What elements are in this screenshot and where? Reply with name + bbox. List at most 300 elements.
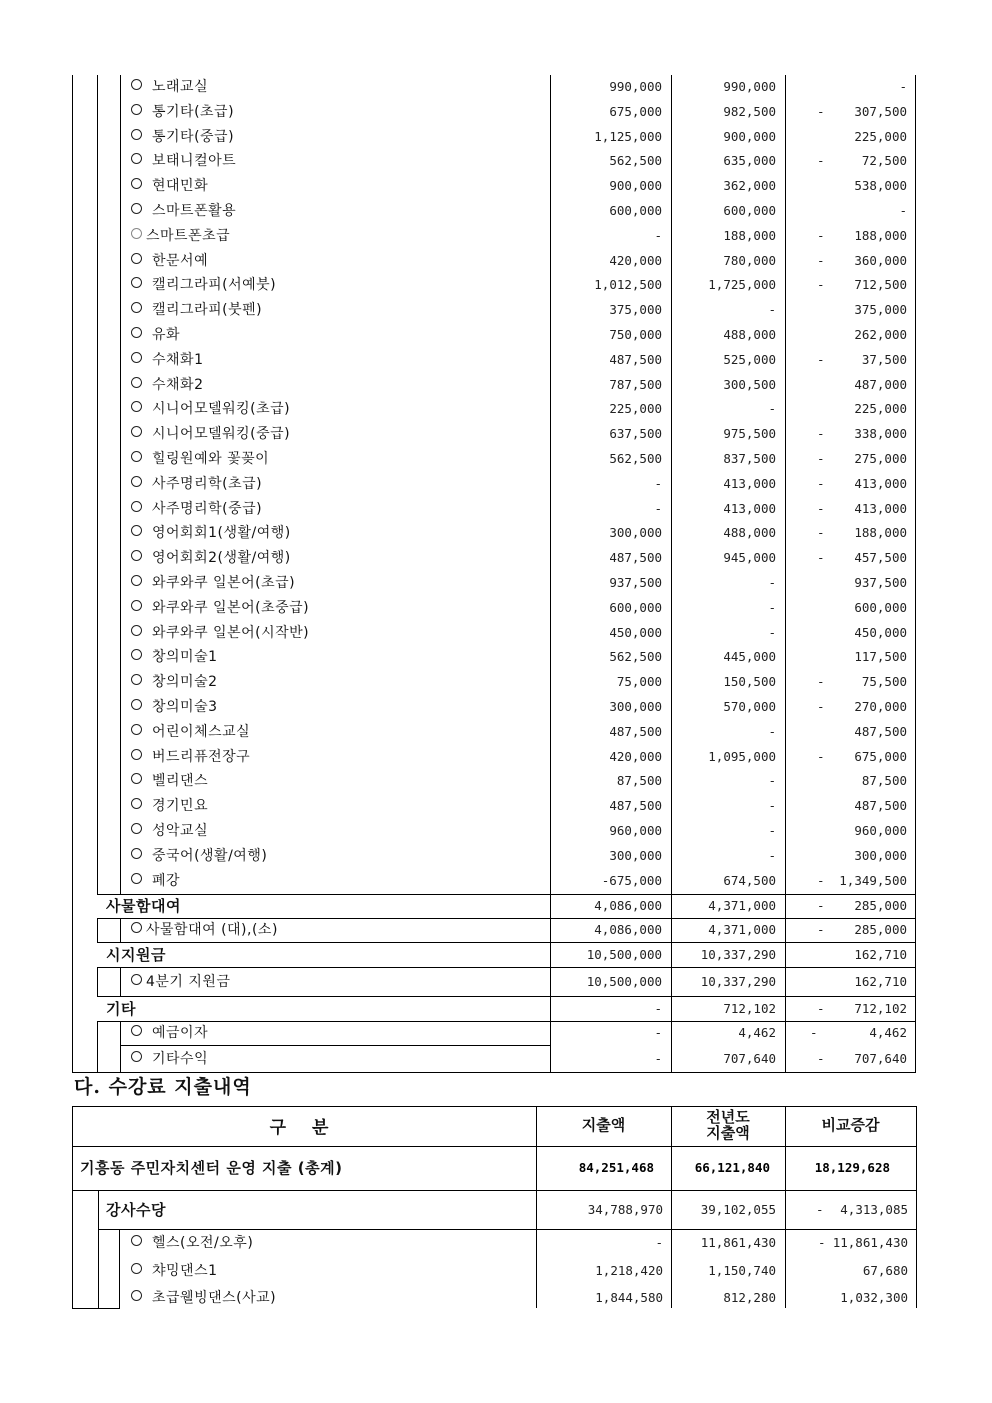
circle-bullet-icon [131, 699, 142, 710]
row-label [131, 227, 230, 245]
row-label [131, 1050, 208, 1068]
negative-sign: - [817, 252, 825, 268]
previous-amount: 712,102 [723, 1000, 776, 1016]
circle-bullet-icon [131, 974, 142, 985]
total-current: 84,251,468 [578, 1160, 654, 1175]
diff-amount: 67,680 [862, 1262, 908, 1278]
diff-amount: 72,500 [861, 153, 907, 169]
diff-amount: 712,102 [854, 1000, 907, 1016]
table-border [671, 1106, 672, 1308]
row-label [131, 202, 236, 220]
table-border [97, 918, 916, 919]
row-label [131, 921, 278, 939]
current-amount: - [654, 227, 662, 243]
previous-amount: 780,000 [723, 252, 776, 268]
previous-amount: 600,000 [723, 203, 776, 218]
previous-amount: 362,000 [723, 178, 776, 194]
current-amount: 225,000 [609, 401, 662, 417]
label-text: 기흥동 주민자치센터 운영 지출 (총계) [80, 1159, 343, 1177]
circle-bullet-icon [131, 798, 142, 809]
circle-bullet-icon [131, 848, 142, 859]
row-label [131, 103, 234, 121]
label-text: 사물함대여 (대),(소) [146, 922, 278, 938]
diff-amount: 37,500 [861, 351, 907, 367]
negative-sign: - [817, 1000, 825, 1016]
previous-amount: 1,150,740 [708, 1262, 776, 1278]
diff-amount: 1,349,500 [839, 872, 907, 888]
label-text: 기타 [106, 999, 136, 1018]
row-label [131, 748, 250, 766]
current-amount: 562,500 [609, 649, 662, 665]
row-label [131, 723, 250, 741]
label-text: 보태니컬아트 [152, 153, 237, 170]
table-border [72, 1146, 917, 1147]
diff-amount: 4,462 [869, 1025, 907, 1040]
negative-sign: - [817, 227, 825, 243]
negative-sign: - [817, 922, 825, 937]
circle-bullet-icon [131, 1025, 142, 1036]
circle-bullet-icon [131, 277, 142, 288]
current-amount: - [654, 1050, 662, 1066]
table-border [72, 1106, 917, 1107]
negative-sign: - [817, 103, 825, 119]
circle-bullet-icon [131, 1263, 142, 1274]
current-amount: - [654, 1000, 662, 1016]
diff-amount: 487,000 [854, 376, 907, 392]
label-text: 중국어(생활/여행) [152, 847, 268, 864]
previous-amount: 4,462 [738, 1025, 776, 1040]
previous-amount: 488,000 [723, 525, 776, 541]
table-border [916, 1106, 917, 1308]
negative-sign: - [817, 277, 825, 293]
previous-amount: - [768, 847, 776, 863]
table-border [120, 967, 121, 996]
current-amount: 10,500,000 [586, 973, 662, 989]
table-border [97, 894, 916, 895]
header-category: 구 분 [269, 1118, 339, 1138]
table-border [550, 75, 551, 1072]
current-amount: 990,000 [609, 79, 662, 94]
table-border [97, 942, 916, 943]
circle-bullet-icon [131, 600, 142, 611]
row-label [131, 574, 295, 592]
header-diff: 비교증감 [821, 1116, 880, 1134]
previous-amount: 4,371,000 [708, 922, 776, 937]
label-text: 현대민화 [152, 178, 209, 195]
row-label [131, 500, 262, 518]
previous-amount: 10,337,290 [700, 973, 776, 989]
row-label [131, 1024, 208, 1042]
row-label [131, 648, 218, 666]
row-label [131, 797, 208, 815]
label-text: 수채화2 [152, 376, 204, 393]
previous-amount: 413,000 [723, 500, 776, 516]
circle-bullet-icon [131, 104, 142, 115]
current-amount: 562,500 [609, 451, 662, 466]
row-label [131, 549, 291, 567]
total-previous: 66,121,840 [694, 1160, 770, 1175]
diff-amount: 162,710 [854, 946, 907, 962]
section-heading: 다. 수강료 지출내역 [74, 1076, 252, 1098]
previous-amount: 812,280 [723, 1290, 776, 1305]
current-amount: 937,500 [609, 575, 662, 590]
row-label [131, 177, 208, 195]
label-text: 한문서예 [152, 252, 209, 269]
negative-sign: - [817, 550, 825, 566]
row-label [131, 847, 267, 865]
previous-amount: 570,000 [723, 699, 776, 714]
negative-sign: - [817, 898, 825, 913]
row-label [106, 897, 181, 915]
circle-bullet-icon [131, 476, 142, 487]
current-amount: 787,500 [609, 376, 662, 392]
diff-amount: 487,500 [854, 723, 907, 739]
label-text: 시니어모델워킹(중급) [152, 426, 291, 443]
current-amount: 420,000 [609, 252, 662, 268]
row-label [131, 252, 208, 270]
label-text: 창의미술1 [152, 649, 218, 666]
header-expense: 지출액 [581, 1116, 626, 1134]
label-text: 힐링원예와 꽃꽂이 [152, 451, 270, 467]
circle-bullet-icon [131, 129, 142, 140]
label-text: 창의미술2 [152, 674, 218, 691]
table-border [72, 75, 73, 1072]
diff-amount: 600,000 [854, 599, 907, 615]
current-amount: 487,500 [609, 351, 662, 367]
table-border [671, 75, 672, 1072]
previous-amount: 674,500 [723, 872, 776, 888]
table-border [72, 1190, 917, 1191]
negative-sign: - [817, 525, 825, 541]
label-text: 영어회회2(생활/여행) [152, 550, 291, 567]
row-label [131, 673, 218, 691]
total-diff: 18,129,628 [814, 1160, 890, 1175]
label-text: 와쿠와쿠 일본어(초중급) [152, 599, 310, 616]
previous-amount: - [768, 401, 776, 417]
previous-amount: 1,725,000 [708, 277, 776, 293]
table-border [72, 1106, 73, 1308]
negative-sign: - [817, 475, 825, 491]
diff-amount: 87,500 [861, 773, 907, 789]
row-label [131, 973, 230, 991]
diff-amount: 300,000 [854, 847, 907, 863]
circle-bullet-icon [131, 649, 142, 660]
circle-bullet-icon [131, 823, 142, 834]
label-text: 창의미술3 [152, 699, 218, 715]
row-label [131, 450, 269, 468]
label-text: 초급웰빙댄스(사교) [152, 1290, 277, 1306]
label-text: 예금이자 [152, 1025, 209, 1041]
current-amount: 750,000 [609, 327, 662, 342]
negative-sign: - [810, 1025, 818, 1040]
current-amount: 420,000 [609, 748, 662, 764]
table-border [785, 1106, 786, 1308]
table-border [97, 918, 98, 942]
label-text: 시지원금 [106, 945, 166, 964]
diff-amount: 712,500 [854, 277, 907, 293]
current-amount: 900,000 [609, 178, 662, 194]
row-label [131, 1262, 218, 1280]
label-text: 유화 [152, 327, 181, 343]
current-amount: 10,500,000 [586, 946, 662, 962]
table-border [915, 75, 916, 1072]
diff-amount: 360,000 [854, 252, 907, 268]
circle-bullet-icon [131, 451, 142, 462]
table-border [119, 1229, 120, 1308]
label-text: 사물함대여 [106, 897, 181, 915]
row-label [131, 78, 208, 96]
table-border [98, 1190, 99, 1308]
diff-amount: 162,710 [854, 973, 907, 989]
previous-amount: - [768, 723, 776, 739]
current-amount: 600,000 [609, 599, 662, 615]
negative-sign: - [817, 426, 825, 442]
circle-bullet-icon [131, 401, 142, 412]
row-label [131, 1289, 276, 1307]
previous-amount: 837,500 [723, 451, 776, 466]
label-text: 통기타(초급) [152, 103, 235, 120]
diff-amount: 275,000 [854, 451, 907, 466]
row-label [131, 524, 291, 542]
current-amount: - [654, 1025, 662, 1040]
circle-bullet-icon [131, 724, 142, 735]
label-text: 챠밍댄스1 [152, 1262, 218, 1279]
current-amount: 75,000 [616, 674, 662, 690]
current-amount: 562,500 [609, 153, 662, 169]
previous-amount: 10,337,290 [700, 946, 776, 962]
negative-sign: - [817, 351, 825, 367]
row-label [131, 772, 208, 790]
previous-amount: 4,371,000 [708, 898, 776, 913]
negative-sign: - [817, 748, 825, 764]
negative-sign: - [817, 500, 825, 516]
circle-bullet-icon [131, 377, 142, 388]
label-text: 통기타(중급) [152, 128, 235, 145]
current-amount: 487,500 [609, 798, 662, 814]
circle-bullet-icon [131, 501, 142, 512]
diff-amount: 450,000 [854, 624, 907, 640]
previous-amount: - [768, 798, 776, 814]
diff-amount: 937,500 [854, 575, 907, 590]
current-amount: 1,844,580 [595, 1290, 663, 1305]
previous-amount: 300,500 [723, 376, 776, 392]
previous-amount: 900,000 [723, 128, 776, 144]
current-amount: 487,500 [609, 550, 662, 566]
circle-bullet-icon [131, 749, 142, 760]
label-text: 버드리퓨전장구 [152, 748, 251, 765]
header-prev-line2: 지출액 [706, 1124, 750, 1142]
label-text: 4분기 지원금 [146, 973, 231, 990]
diff-amount: 413,000 [854, 500, 907, 516]
current-amount: - [654, 500, 662, 516]
current-amount: 1,218,420 [595, 1262, 663, 1278]
diff-amount: 487,500 [854, 798, 907, 814]
label-text: 캘리그라피(붓펜) [152, 302, 263, 319]
circle-bullet-icon [131, 253, 142, 264]
current-amount: 487,500 [609, 723, 662, 739]
current-amount: 4,086,000 [594, 922, 662, 937]
circle-bullet-icon [131, 1235, 142, 1246]
row-label [106, 946, 166, 964]
circle-bullet-icon [131, 228, 142, 239]
previous-amount: 975,500 [723, 426, 776, 442]
previous-amount: 945,000 [723, 550, 776, 566]
current-amount: 34,788,970 [587, 1202, 663, 1217]
diff-amount: 538,000 [854, 178, 907, 194]
table-border [98, 1229, 917, 1230]
row-label [131, 326, 180, 344]
diff-amount: 457,500 [854, 550, 907, 566]
diff-amount: 413,000 [854, 475, 907, 491]
row-label [131, 822, 208, 840]
previous-amount: 635,000 [723, 153, 776, 169]
row-label [131, 351, 203, 369]
diff-amount: 960,000 [854, 823, 907, 838]
table-border [97, 967, 916, 968]
previous-amount: - [768, 773, 776, 789]
negative-sign: - [817, 451, 825, 466]
diff-amount: - [899, 79, 907, 94]
row-label [131, 376, 203, 394]
diff-amount: 707,640 [854, 1050, 907, 1066]
row-label [131, 624, 309, 642]
circle-bullet-icon [131, 153, 142, 164]
circle-bullet-icon [131, 352, 142, 363]
row-label [131, 698, 218, 716]
label-text: 폐강 [152, 872, 181, 889]
current-amount: 675,000 [609, 103, 662, 119]
row-label [131, 128, 234, 146]
label-text: 어린이체스교실 [152, 723, 251, 740]
circle-bullet-icon [131, 550, 142, 561]
label-text: 성악교실 [152, 823, 209, 839]
label-text: 와쿠와쿠 일본어(시작반) [152, 624, 310, 641]
label-text: 사주명리학(중급) [152, 500, 263, 517]
circle-bullet-icon [131, 178, 142, 189]
previous-amount: 445,000 [723, 649, 776, 665]
negative-sign: - [816, 1202, 824, 1217]
circle-bullet-icon [131, 1051, 142, 1062]
current-amount: -675,000 [601, 872, 662, 888]
diff-amount: 4,313,085 [840, 1202, 908, 1217]
table-border [97, 996, 916, 997]
label-text: 수채화1 [152, 351, 204, 368]
previous-amount: - [768, 823, 776, 838]
previous-amount: 11,861,430 [700, 1235, 776, 1250]
current-amount: 87,500 [616, 773, 662, 789]
previous-amount: - [768, 624, 776, 640]
row-label [131, 400, 290, 418]
current-amount: 1,012,500 [594, 277, 662, 293]
previous-amount: 707,640 [723, 1050, 776, 1066]
total-label [80, 1159, 342, 1177]
table-border [120, 1021, 121, 1072]
current-amount: 600,000 [609, 203, 662, 218]
row-label [131, 872, 180, 890]
diff-amount: 188,000 [854, 525, 907, 541]
label-text: 캘리그라피(서예붓) [152, 277, 277, 294]
negative-sign: - [817, 699, 825, 714]
circle-bullet-icon [131, 302, 142, 313]
row-label [106, 1000, 136, 1018]
diff-amount: 285,000 [854, 922, 907, 937]
row-label [131, 425, 290, 443]
label-text: 시니어모델워킹(초급) [152, 401, 291, 418]
diff-amount: 188,000 [854, 227, 907, 243]
previous-amount: - [768, 599, 776, 615]
table-border [120, 75, 121, 894]
diff-amount: 1,032,300 [840, 1290, 908, 1305]
negative-sign: - [817, 1050, 825, 1066]
instructor-label [106, 1201, 166, 1219]
diff-amount: 225,000 [854, 128, 907, 144]
previous-amount: 525,000 [723, 351, 776, 367]
diff-amount: 75,500 [861, 674, 907, 690]
label-text: 벨리댄스 [152, 773, 209, 790]
row-label [131, 599, 309, 617]
circle-bullet-icon [131, 575, 142, 586]
table-border [72, 1308, 120, 1309]
previous-amount: 150,500 [723, 674, 776, 690]
current-amount: 300,000 [609, 847, 662, 863]
diff-amount: 675,000 [854, 748, 907, 764]
negative-sign: - [817, 674, 825, 690]
table-border [97, 1021, 98, 1072]
previous-amount: 990,000 [723, 79, 776, 94]
current-amount: - [655, 1235, 663, 1250]
negative-sign: - [818, 1235, 826, 1250]
diff-amount: 262,000 [854, 327, 907, 342]
label-text: 사주명리학(초급) [152, 475, 263, 492]
previous-amount: 982,500 [723, 103, 776, 119]
label-text: 영어회회1(생활/여행) [152, 525, 291, 542]
diff-amount: 117,500 [854, 649, 907, 665]
row-label [131, 475, 262, 493]
diff-amount: 285,000 [854, 898, 907, 913]
current-amount: 300,000 [609, 699, 662, 714]
circle-bullet-icon [131, 873, 142, 884]
negative-sign: - [817, 153, 825, 169]
previous-amount: 413,000 [723, 475, 776, 491]
current-amount: 637,500 [609, 426, 662, 442]
circle-bullet-icon [131, 674, 142, 685]
diff-amount: 375,000 [854, 302, 907, 318]
label-text: 스마트폰활용 [152, 203, 237, 219]
table-border [97, 1021, 916, 1022]
row-label [131, 301, 262, 319]
circle-bullet-icon [131, 327, 142, 338]
diff-amount: 225,000 [854, 401, 907, 417]
previous-amount: 39,102,055 [700, 1202, 776, 1217]
row-label [131, 1234, 253, 1252]
row-label [131, 276, 276, 294]
label-text: 경기민요 [152, 798, 209, 815]
previous-amount: 488,000 [723, 327, 776, 342]
previous-amount: - [768, 575, 776, 590]
circle-bullet-icon [131, 1290, 142, 1301]
circle-bullet-icon [131, 625, 142, 636]
current-amount: 375,000 [609, 302, 662, 318]
circle-bullet-icon [131, 79, 142, 90]
current-amount: 300,000 [609, 525, 662, 541]
diff-amount: - [899, 203, 907, 218]
label-text: 헬스(오전/오후) [152, 1235, 254, 1251]
current-amount: 450,000 [609, 624, 662, 640]
label-text: 와쿠와쿠 일본어(초급) [152, 575, 296, 591]
label-text: 노래교실 [152, 79, 209, 95]
diff-amount: 338,000 [854, 426, 907, 442]
table-border [97, 967, 98, 996]
